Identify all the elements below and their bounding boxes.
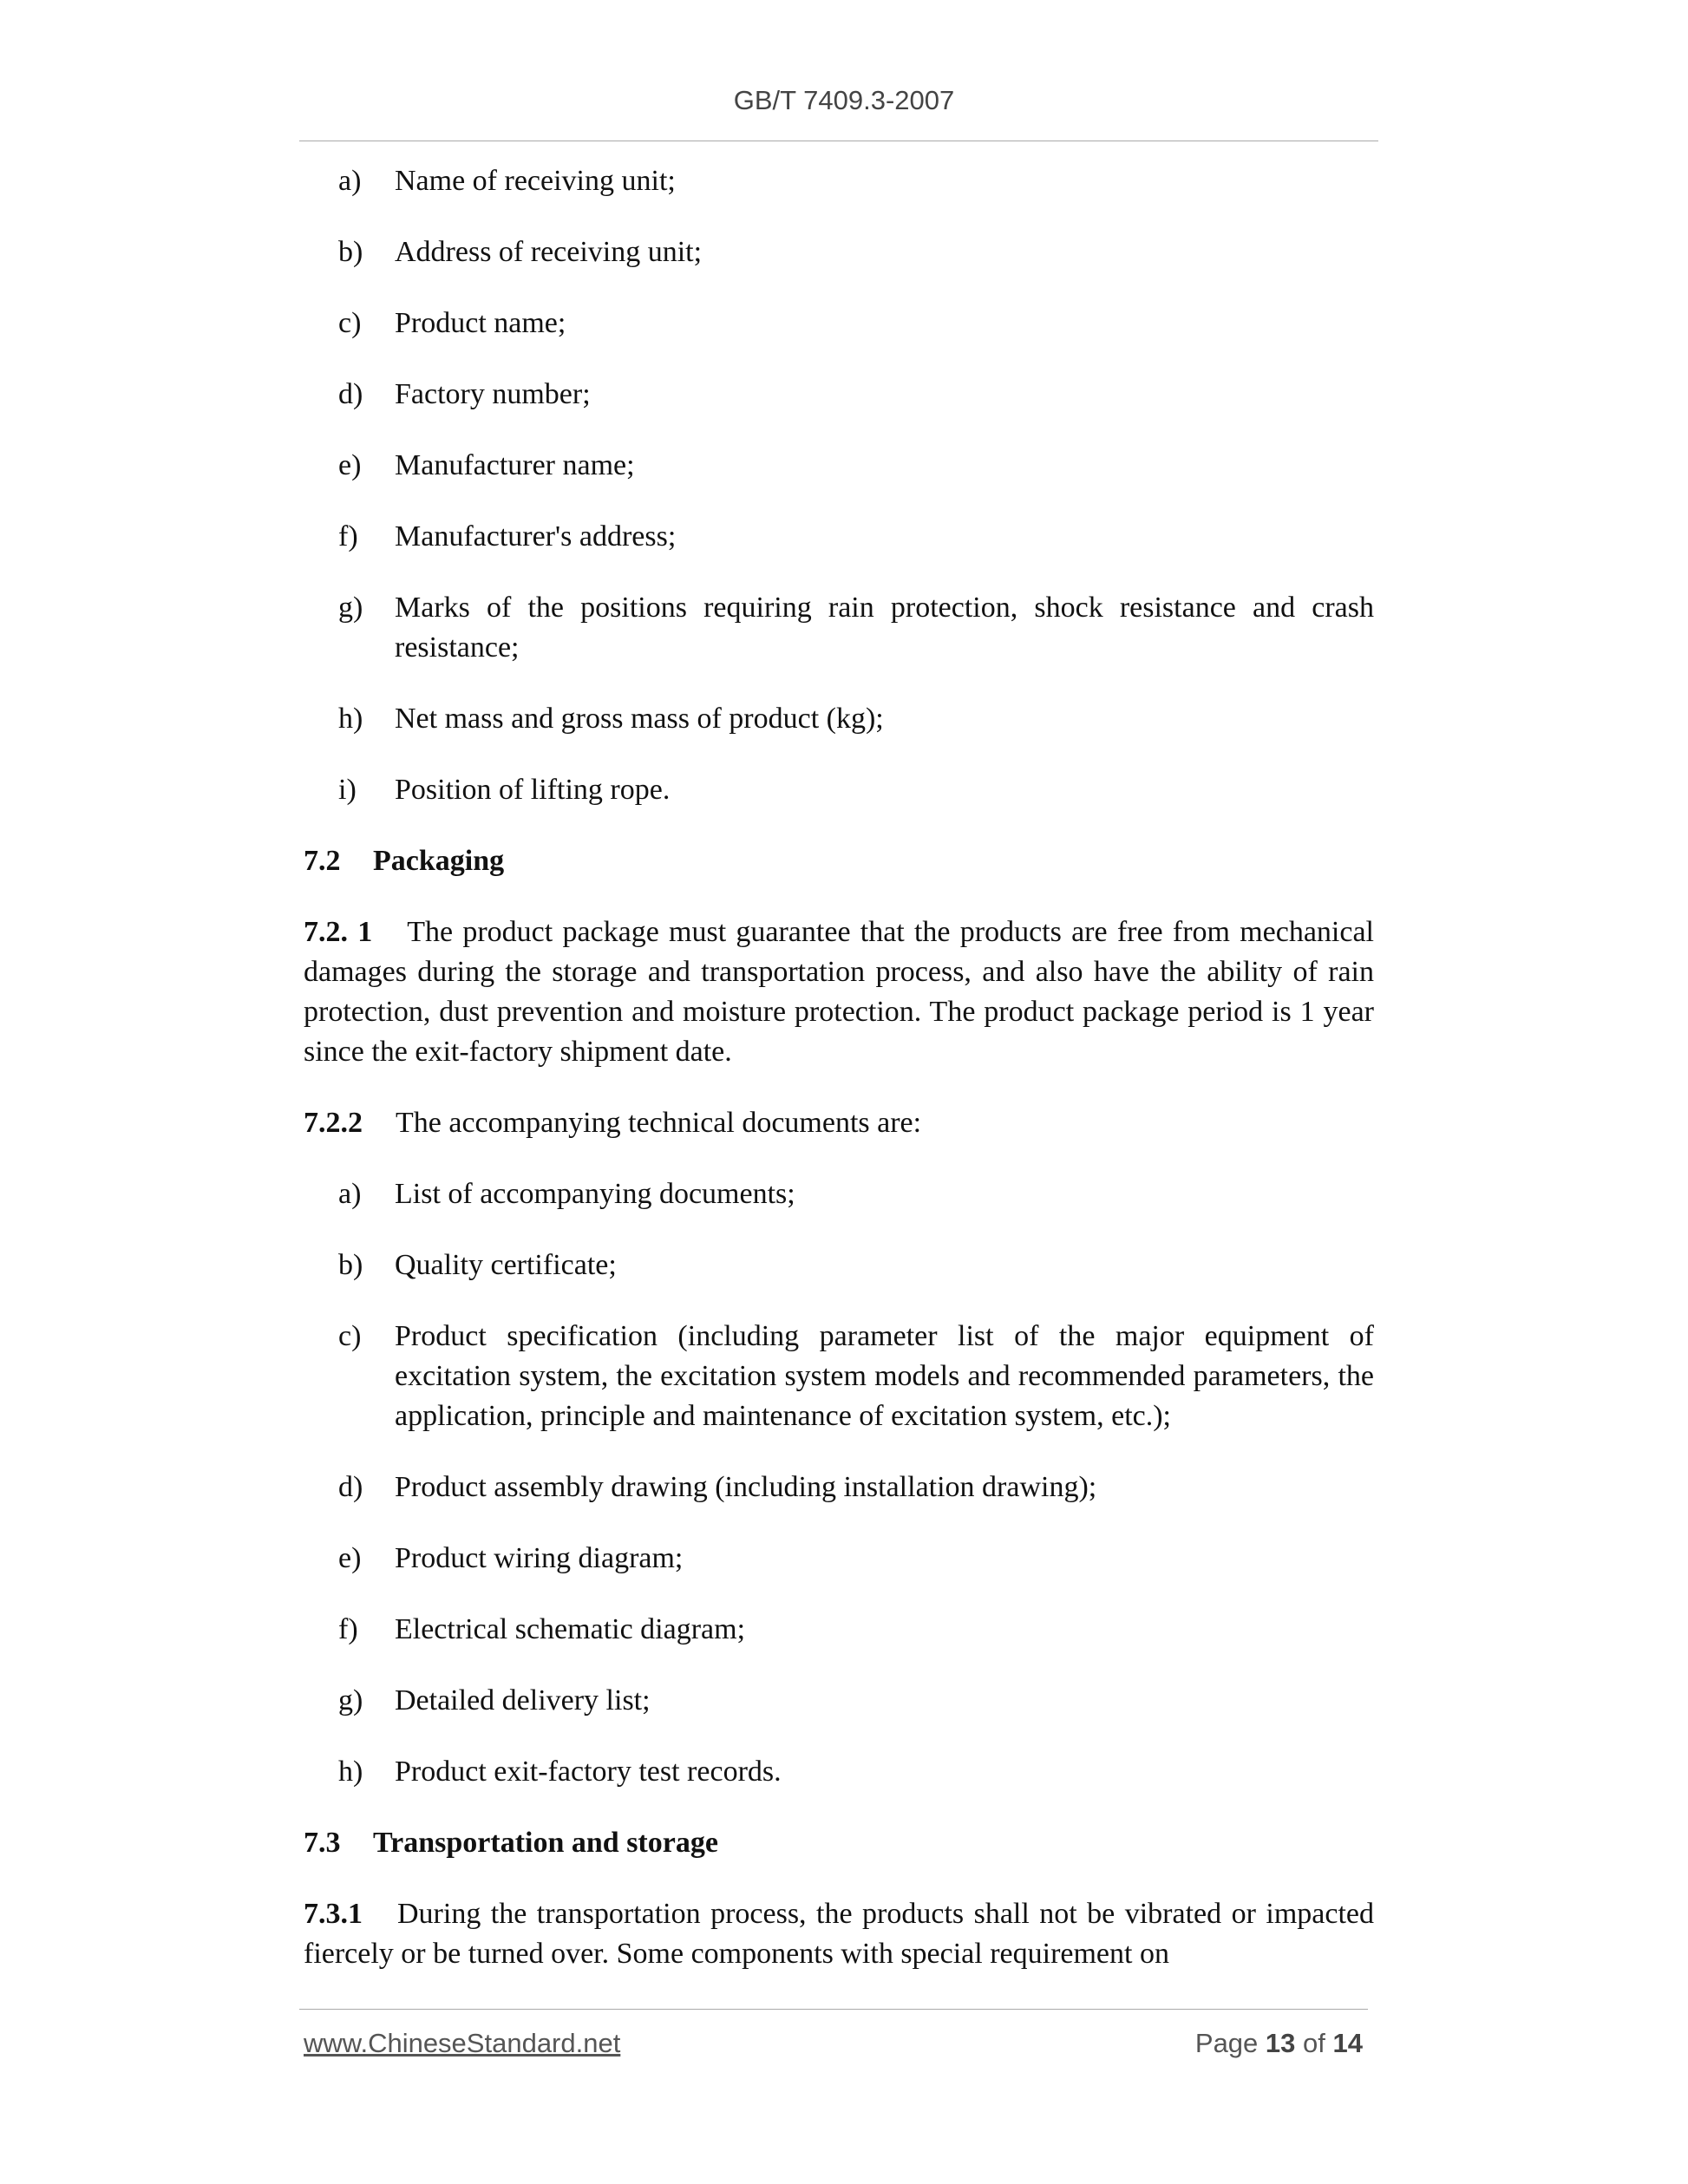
list-marker: b) (338, 236, 363, 268)
list-item-text: Product name; (395, 307, 566, 339)
clause-7-2-1 (304, 912, 1374, 1072)
section-number: 7.3 (304, 1827, 341, 1859)
list-marker: f) (338, 1613, 358, 1645)
clause-7-2-2 (304, 1103, 1374, 1143)
list-item-text: Detailed delivery list; (395, 1684, 651, 1716)
list-item (304, 770, 1374, 810)
list-marker: a) (338, 1178, 362, 1210)
list-item (304, 517, 1374, 557)
section-title: Packaging (373, 845, 505, 877)
page-content (304, 161, 1374, 2005)
list-item-text: Product wiring diagram; (395, 1542, 684, 1574)
page-total: 14 (1332, 2028, 1363, 2058)
page-label: Page (1194, 2028, 1259, 2058)
list-item (304, 1539, 1374, 1579)
list-item-text: Address of receiving unit; (395, 236, 703, 268)
list-marker: a) (338, 165, 362, 197)
list-item-text: Position of lifting rope. (395, 774, 671, 806)
list-item (304, 1317, 1374, 1436)
list-item-text: Marks of the positions requiring rain protection, shock resistance and crash resistance; (395, 592, 1374, 664)
footer-divider (299, 2009, 1368, 2010)
list-item-text: Quality certificate; (395, 1249, 617, 1281)
list-marker: d) (338, 378, 363, 410)
list-item-text: Product exit-factory test records. (395, 1756, 782, 1788)
list-marker: g) (338, 1684, 363, 1716)
list-item-text: Factory number; (395, 378, 591, 410)
list-item-text: Manufacturer's address; (395, 520, 677, 553)
list-item-text: Electrical schematic diagram; (395, 1613, 746, 1645)
list-item (304, 1610, 1374, 1650)
list-marker: f) (338, 520, 358, 553)
page-number (1195, 2028, 1363, 2059)
list-item (304, 232, 1374, 272)
list-item (304, 1681, 1374, 1721)
document-code-header: GB/T 7409.3-2007 (733, 85, 955, 115)
clause-text: The product package must guarantee that the products are free from mechanical damages during the storage and transportation process, and also have the ability of rain protection, dust prevention and moisture protection. The product package period is 1 year since the exit-factory shipment date. (304, 916, 1375, 1068)
list-marker: c) (338, 1320, 362, 1352)
list-marker: e) (338, 1542, 362, 1574)
website-link[interactable]: www.ChineseStandard.net (304, 2028, 621, 2058)
clause-number: 7.2.2 (304, 1107, 363, 1139)
list-marker: g) (338, 592, 363, 624)
list-item (304, 1468, 1374, 1507)
list-marker: c) (338, 307, 362, 339)
section-heading-packaging (304, 841, 1374, 881)
list-item (304, 446, 1374, 486)
list-marker: h) (338, 703, 363, 735)
clause-text: During the transportation process, the products shall not be vibrated or impacted fiercely or be turned over. Some components with special requirement on (304, 1898, 1374, 1970)
list-item (304, 1246, 1374, 1285)
accompanying-documents-list (304, 1174, 1374, 1792)
list-marker: h) (338, 1756, 363, 1788)
section-heading-transportation (304, 1823, 1374, 1863)
list-item (304, 161, 1374, 201)
clause-7-3-1 (304, 1894, 1374, 1974)
list-item (304, 304, 1374, 343)
list-item (304, 1174, 1374, 1214)
list-item-text: Product specification (including parameter list of the major equipment of excitation system, the excitation system models and recommended parameters, the application, principle and maintenance of excitation system, etc.); (395, 1320, 1374, 1432)
clause-number: 7.2. 1 (304, 916, 373, 948)
clause-text: The accompanying technical documents are: (396, 1107, 922, 1139)
list-item (304, 699, 1374, 739)
label-contents-list (304, 161, 1374, 810)
list-item-text: List of accompanying documents; (395, 1178, 795, 1210)
list-marker: b) (338, 1249, 363, 1281)
list-item-text: Manufacturer name; (395, 449, 635, 481)
list-item (304, 588, 1374, 668)
of-label: of (1303, 2028, 1325, 2058)
list-item-text: Product assembly drawing (including installation drawing); (395, 1471, 1097, 1503)
list-marker: i) (338, 774, 357, 806)
list-item-text: Name of receiving unit; (395, 165, 676, 197)
clause-number: 7.3.1 (304, 1898, 363, 1930)
list-marker: e) (338, 449, 362, 481)
list-item-text: Net mass and gross mass of product (kg); (395, 703, 884, 735)
list-item (304, 375, 1374, 415)
list-item (304, 1752, 1374, 1792)
section-title: Transportation and storage (373, 1827, 718, 1859)
page-current: 13 (1265, 2028, 1296, 2058)
list-marker: d) (338, 1471, 363, 1503)
section-number: 7.2 (304, 845, 341, 877)
